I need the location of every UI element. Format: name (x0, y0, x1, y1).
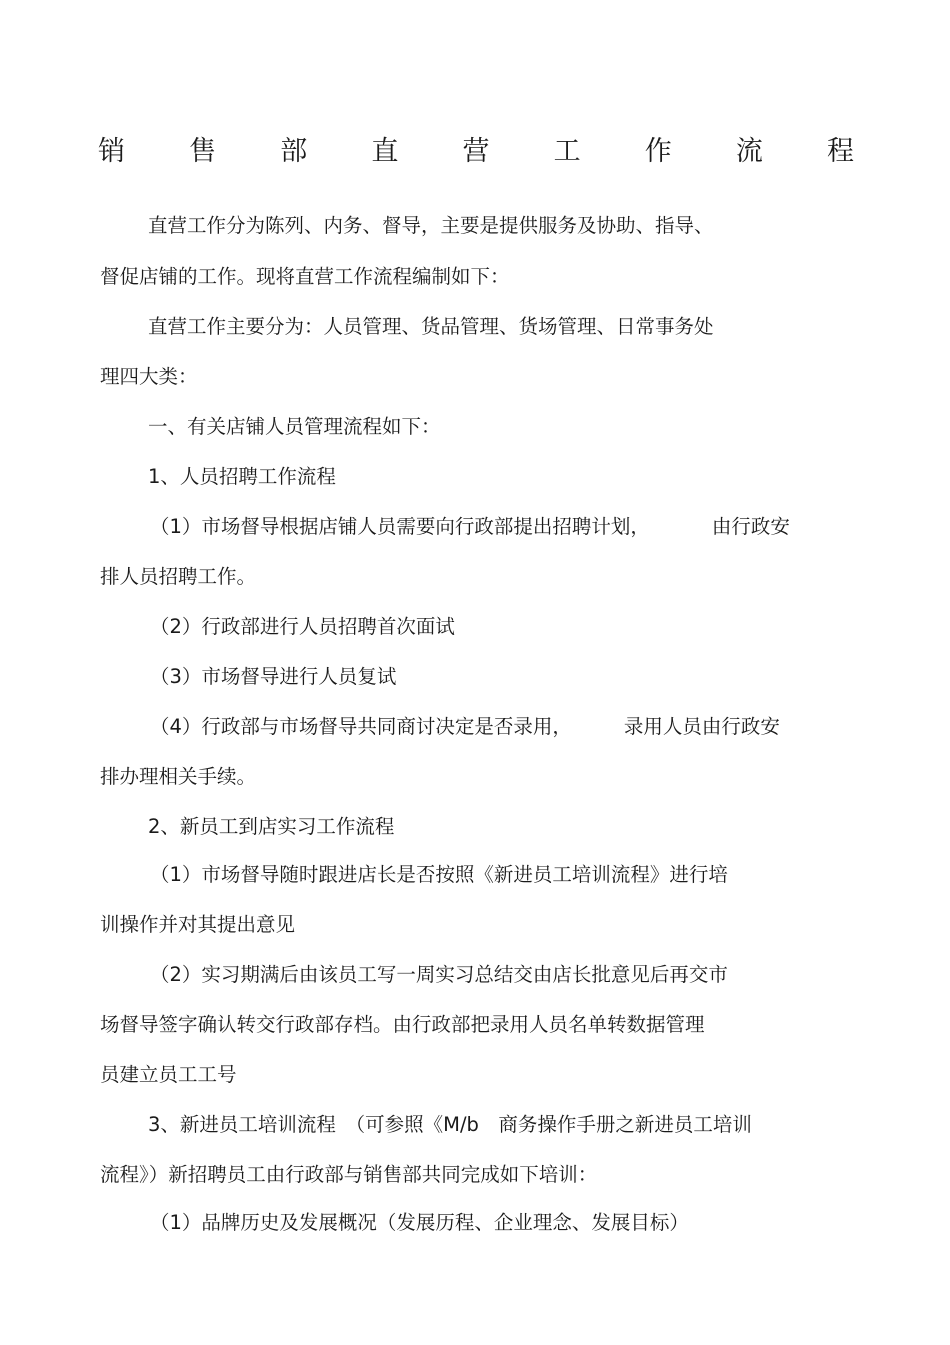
training-step-1: （1）品牌历史及发展概况（发展历程、企业理念、发展目标） (150, 1211, 689, 1234)
recruitment-step-2: （2）行政部进行人员招聘首次面试 (150, 615, 455, 638)
recruitment-step-3: （3）市场督导进行人员复试 (150, 665, 397, 688)
title-char: 直 (371, 136, 399, 167)
subsection-heading-recruitment: 1、人员招聘工作流程 (148, 465, 336, 488)
recruitment-step-1-line-2: 排人员招聘工作。 (100, 565, 257, 588)
internship-step-1-line-1: （1）市场督导随时跟进店长是否按照《新进员工培训流程》进行培 (150, 863, 728, 886)
recruitment-step-1-line-1 (150, 513, 790, 541)
internship-step-1-line-2: 训操作并对其提出意见 (100, 913, 296, 936)
line-text: （1）市场督导根据店铺人员需要向行政部提出招聘计划， (150, 515, 650, 538)
line-tail: 录用人员由行政安 (623, 715, 780, 738)
recruitment-step-4-line-1 (150, 713, 780, 741)
internship-step-2-line-1: （2）实习期满后由该员工写一周实习总结交由店长批意见后再交市 (150, 963, 728, 986)
internship-step-2-line-2: 场督导签字确认转交行政部存档。由行政部把录用人员名单转数据管理 (100, 1013, 705, 1036)
title-char: 营 (462, 136, 490, 167)
title-char: 作 (644, 136, 672, 167)
recruitment-step-4-line-2: 排办理相关手续。 (100, 765, 257, 788)
title-char: 部 (280, 136, 308, 167)
line-tail: 由行政安 (711, 515, 790, 538)
title-char: 售 (189, 136, 217, 167)
paragraph-intro-line-1: 直营工作分为陈列、内务、督导，主要是提供服务及协助、指导、 (148, 214, 714, 237)
title-char: 工 (553, 136, 581, 167)
paragraph-categories-line-1: 直营工作主要分为：人员管理、货品管理、货场管理、日常事务处 (148, 315, 714, 338)
paragraph-categories-line-2: 理四大类： (100, 365, 198, 388)
title-char: 流 (735, 136, 763, 167)
subsection-heading-training-line-2: 流程》）新招聘员工由行政部与销售部共同完成如下培训： (100, 1163, 598, 1186)
line-text: （4）行政部与市场督导共同商讨决定是否录用， (150, 715, 572, 738)
section-heading-personnel: 一、有关店铺人员管理流程如下： (148, 415, 441, 438)
title-char: 销 (98, 136, 125, 167)
paragraph-intro-line-2: 督促店铺的工作。现将直营工作流程编制如下： (100, 265, 510, 288)
title-char: 程 (827, 136, 854, 167)
subsection-heading-internship: 2、新员工到店实习工作流程 (148, 815, 395, 838)
page-title (98, 132, 854, 172)
internship-step-2-line-3: 员建立员工工号 (100, 1063, 237, 1086)
subsection-heading-training-line-1: 3、新进员工培训流程 （可参照《M/b 商务操作手册之新进员工培训 (148, 1113, 752, 1136)
